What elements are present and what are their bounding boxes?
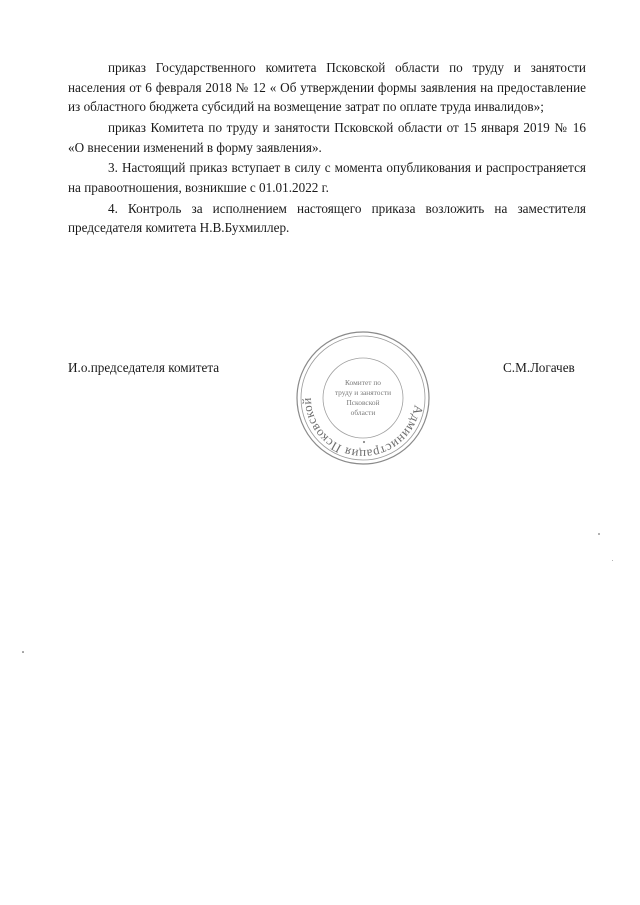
paragraph-effective-date: 3. Настоящий приказ вступает в силу с момента опубликования и распространяется на правоотношения, возникшие с 01.01.2022 г. <box>68 160 586 195</box>
stamp-ring-text: Администрация Псковской <box>299 396 426 462</box>
signatory-title: И.о.председателя комитета <box>68 360 220 375</box>
scan-speck <box>22 651 24 653</box>
stamp-center-line: области <box>350 408 376 417</box>
scan-speck <box>598 533 600 535</box>
scan-speck <box>612 560 613 561</box>
stamp-center-line: Комитет по <box>345 378 381 387</box>
document-body <box>68 58 586 239</box>
official-stamp <box>295 330 431 466</box>
paragraph-order-2019: приказ Комитета по труду и занятости Псковской области от 15 января 2019 № 16 «О внесении изменений в форму заявления». <box>68 119 586 155</box>
paragraph-order-2018: приказ Государственного комитета Псковской области по труду и занятости населения от 6 февраля 2018 № 12 « Об утверждении формы заявления на предоставление из областного бюджета субсидий на возмещение затрат по оплате труда инвалидов»; <box>68 60 586 115</box>
signatory-name: С.М.Логачев <box>503 360 575 375</box>
stamp-center-line: труду и занятости <box>334 388 392 397</box>
stamp-center-line: Псковской <box>346 398 380 407</box>
paragraph-control: 4. Контроль за исполнением настоящего приказа возложить на заместителя председателя комитета Н.В.Бухмиллер. <box>68 200 586 236</box>
